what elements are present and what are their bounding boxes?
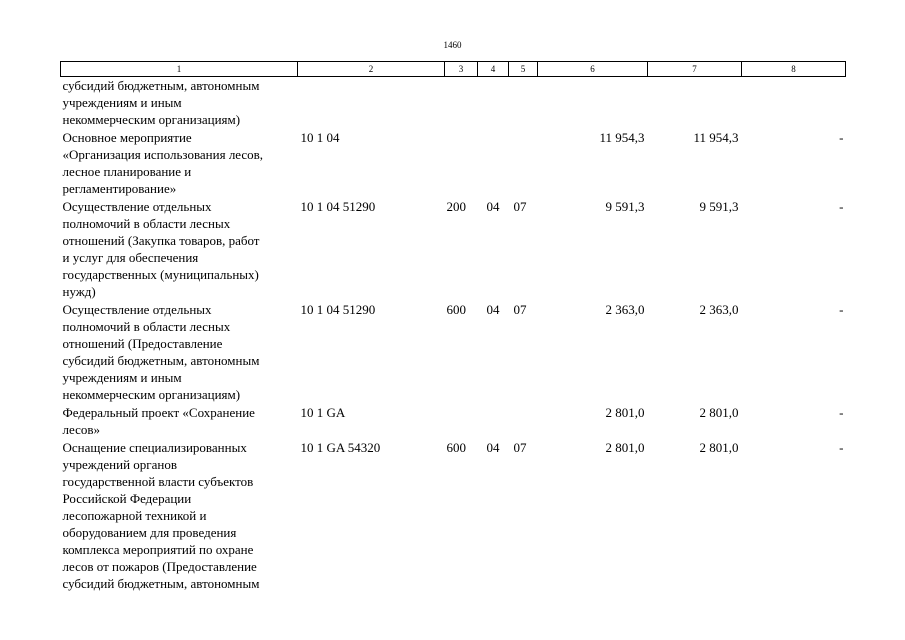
- expense-type-code: [445, 77, 478, 130]
- table-body: [61, 77, 846, 594]
- amount-col-8: -: [839, 302, 844, 317]
- amount-col-8: -: [839, 199, 844, 214]
- table-row: [61, 439, 846, 593]
- subsection-code: [509, 77, 538, 130]
- column-number: 2: [298, 62, 445, 77]
- item-name: Осуществление отдельных полномочий в области лесных отношений (Закупка товаров, работ и услуг для обеспечения государственных (муниципальных) нужд): [62, 199, 260, 299]
- amount-col-7: 2 363,0: [699, 302, 739, 317]
- column-number-row: [61, 62, 846, 77]
- budget-code: 10 1 04 51290: [300, 302, 376, 317]
- table-row: [61, 301, 846, 404]
- budget-code: [298, 77, 445, 130]
- amount-col-7: 2 801,0: [699, 440, 739, 455]
- table-row: [61, 77, 846, 130]
- budget-table: [60, 61, 846, 593]
- expense-type-code: [445, 404, 478, 439]
- expense-type-code: 600: [446, 440, 466, 455]
- expense-type-code: 600: [446, 302, 466, 317]
- expense-type-code: 200: [446, 199, 466, 214]
- subsection-code: 07: [513, 199, 527, 214]
- column-number: 8: [742, 62, 846, 77]
- section-code: [478, 404, 509, 439]
- amount-col-8: [742, 77, 846, 130]
- item-name: субсидий бюджетным, автономным учреждениям и иным некоммерческим организациям): [62, 78, 260, 127]
- amount-col-6: 9 591,3: [605, 199, 645, 214]
- section-code: [478, 129, 509, 198]
- budget-code: 10 1 GA: [300, 405, 346, 420]
- column-number: 6: [538, 62, 648, 77]
- amount-col-7: [648, 77, 742, 130]
- amount-col-6: 2 801,0: [605, 440, 645, 455]
- budget-code: 10 1 04: [300, 130, 340, 145]
- section-code: 04: [486, 440, 500, 455]
- item-name: Федеральный проект «Сохранение лесов»: [62, 405, 255, 437]
- column-number: 7: [648, 62, 742, 77]
- column-number: 5: [509, 62, 538, 77]
- budget-code: 10 1 GA 54320: [300, 440, 381, 455]
- section-code: [478, 77, 509, 130]
- subsection-code: 07: [513, 302, 527, 317]
- amount-col-6: 2 801,0: [605, 405, 645, 420]
- item-name: Осуществление отдельных полномочий в области лесных отношений (Предоставление субсидий бюджетным, автономным учреждениям и иным некоммерческим организациям): [62, 302, 260, 402]
- subsection-code: [509, 404, 538, 439]
- amount-col-8: -: [839, 405, 844, 420]
- column-number: 4: [478, 62, 509, 77]
- page-number: 1460: [443, 40, 462, 50]
- subsection-code: [509, 129, 538, 198]
- table-row: [61, 404, 846, 439]
- amount-col-6: [538, 77, 648, 130]
- subsection-code: 07: [513, 440, 527, 455]
- table-row: [61, 129, 846, 198]
- amount-col-7: 9 591,3: [699, 199, 739, 214]
- item-name: Основное мероприятие «Организация использования лесов, лесное планирование и регламентирование»: [62, 130, 264, 196]
- amount-col-8: -: [839, 130, 844, 145]
- amount-col-8: -: [839, 440, 844, 455]
- section-code: 04: [486, 199, 500, 214]
- amount-col-6: 11 954,3: [599, 130, 645, 145]
- amount-col-7: 2 801,0: [699, 405, 739, 420]
- table-row: [61, 198, 846, 301]
- item-name: Оснащение специализированных учреждений органов государственной власти субъектов Российской Федерации лесопожарной техникой и оборудованием для проведения комплекса мероприятий по охране лесов от пожаров (Предоставление субсидий бюджетным, автономным: [62, 440, 260, 591]
- expense-type-code: [445, 129, 478, 198]
- section-code: 04: [486, 302, 500, 317]
- amount-col-7: 11 954,3: [693, 130, 739, 145]
- column-number: 1: [61, 62, 298, 77]
- amount-col-6: 2 363,0: [605, 302, 645, 317]
- budget-code: 10 1 04 51290: [300, 199, 376, 214]
- column-number: 3: [445, 62, 478, 77]
